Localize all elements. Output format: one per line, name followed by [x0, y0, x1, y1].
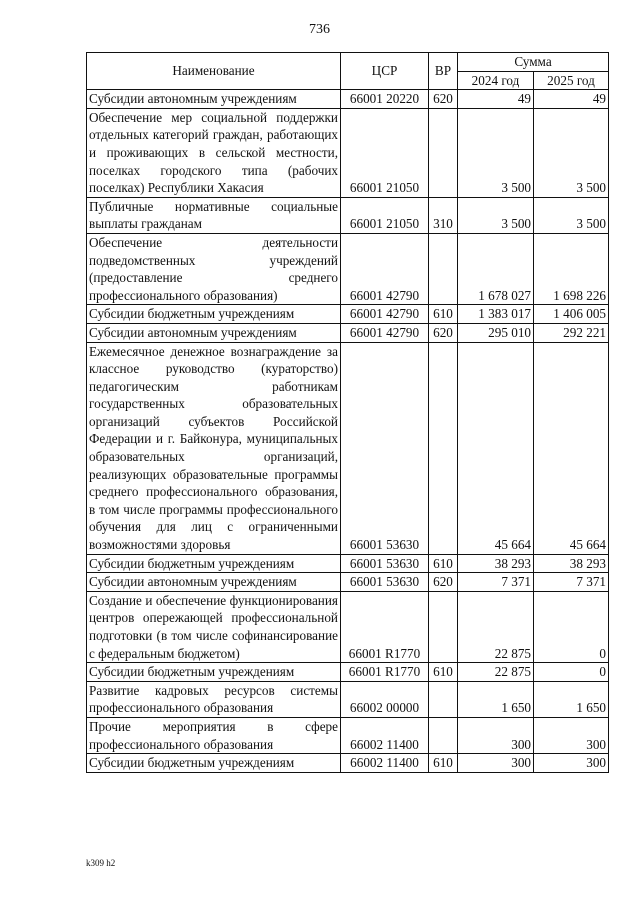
table-row [87, 554, 609, 573]
table-row [87, 573, 609, 592]
cell-csr: 66002 00000 [341, 681, 429, 717]
table-body [87, 90, 609, 773]
cell-2025: 300 [534, 717, 609, 753]
cell-csr: 66001 42790 [341, 323, 429, 342]
cell-csr: 66001 21050 [341, 197, 429, 233]
cell-2024: 295 010 [458, 323, 534, 342]
table-row [87, 681, 609, 717]
cell-vr [429, 233, 458, 304]
column-header-vr: ВР [429, 53, 458, 90]
cell-vr: 310 [429, 197, 458, 233]
table-row [87, 591, 609, 662]
cell-csr: 66001 42790 [341, 305, 429, 324]
cell-csr: 66001 53630 [341, 573, 429, 592]
cell-vr: 620 [429, 573, 458, 592]
cell-2024: 300 [458, 717, 534, 753]
cell-vr [429, 108, 458, 197]
cell-vr: 610 [429, 305, 458, 324]
cell-2025: 1 406 005 [534, 305, 609, 324]
cell-vr: 610 [429, 754, 458, 773]
cell-name: Развитие кадровых ресурсов системы профессионального образования [87, 681, 341, 717]
table-row [87, 233, 609, 304]
cell-vr: 620 [429, 323, 458, 342]
table-row [87, 717, 609, 753]
cell-csr: 66001 21050 [341, 108, 429, 197]
column-header-name: Наименование [87, 53, 341, 90]
footer-code: k309 h2 [86, 858, 116, 868]
cell-name: Субсидии автономным учреждениям [87, 90, 341, 109]
cell-csr: 66001 53630 [341, 554, 429, 573]
cell-2025: 300 [534, 754, 609, 773]
cell-vr: 610 [429, 554, 458, 573]
cell-2025: 49 [534, 90, 609, 109]
cell-2025: 0 [534, 591, 609, 662]
cell-name: Субсидии автономным учреждениям [87, 573, 341, 592]
cell-name: Ежемесячное денежное вознаграждение за классное руководство (кураторство) педагогическим работникам государственных образовательных организаций субъектов Российской Федерации и г. Байконура, муниципальных образовательных организаций, реализующих образовательные программы среднего профессионального образования, в том числе программы профессионального обучения для лиц с ограниченными возможностями здоровья [87, 342, 341, 554]
column-header-2025: 2025 год [534, 71, 609, 90]
cell-2024: 300 [458, 754, 534, 773]
cell-2025: 38 293 [534, 554, 609, 573]
cell-2025: 45 664 [534, 342, 609, 554]
column-header-csr: ЦСР [341, 53, 429, 90]
cell-name: Субсидии бюджетным учреждениям [87, 554, 341, 573]
table-row [87, 108, 609, 197]
cell-vr: 620 [429, 90, 458, 109]
cell-2025: 1 650 [534, 681, 609, 717]
cell-csr: 66001 53630 [341, 342, 429, 554]
cell-name: Субсидии бюджетным учреждениям [87, 663, 341, 682]
cell-2025: 7 371 [534, 573, 609, 592]
table-row [87, 323, 609, 342]
cell-2025: 3 500 [534, 108, 609, 197]
cell-csr: 66002 11400 [341, 717, 429, 753]
cell-2024: 3 500 [458, 108, 534, 197]
cell-name: Субсидии автономным учреждениям [87, 323, 341, 342]
table-row [87, 754, 609, 773]
cell-csr: 66001 R1770 [341, 591, 429, 662]
cell-name: Публичные нормативные социальные выплаты гражданам [87, 197, 341, 233]
cell-2024: 1 650 [458, 681, 534, 717]
cell-2025: 292 221 [534, 323, 609, 342]
cell-csr: 66001 R1770 [341, 663, 429, 682]
cell-name: Субсидии бюджетным учреждениям [87, 305, 341, 324]
cell-2024: 1 383 017 [458, 305, 534, 324]
table-row [87, 197, 609, 233]
cell-vr: 610 [429, 663, 458, 682]
cell-vr [429, 591, 458, 662]
cell-2024: 22 875 [458, 663, 534, 682]
cell-vr [429, 717, 458, 753]
cell-name: Обеспечение деятельности подведомственных учреждений (предоставление среднего профессионального образования) [87, 233, 341, 304]
table-row [87, 305, 609, 324]
cell-2024: 1 678 027 [458, 233, 534, 304]
cell-name: Субсидии бюджетным учреждениям [87, 754, 341, 773]
budget-table [86, 52, 609, 773]
column-header-2024: 2024 год [458, 71, 534, 90]
cell-2024: 38 293 [458, 554, 534, 573]
cell-name: Прочие мероприятия в сфере профессионального образования [87, 717, 341, 753]
table-row [87, 90, 609, 109]
cell-name: Обеспечение мер социальной поддержки отдельных категорий граждан, работающих и проживающих в сельской местности, поселках городского типа (рабочих поселках) Республики Хакасия [87, 108, 341, 197]
page-number: 736 [309, 22, 330, 37]
cell-2024: 45 664 [458, 342, 534, 554]
column-header-sum: Сумма [458, 53, 609, 72]
cell-csr: 66001 42790 [341, 233, 429, 304]
cell-2025: 0 [534, 663, 609, 682]
cell-vr [429, 342, 458, 554]
cell-name: Создание и обеспечение функционирования центров опережающей профессиональной подготовки (в том числе софинансирование с федеральным бюджетом) [87, 591, 341, 662]
cell-2024: 22 875 [458, 591, 534, 662]
cell-2025: 3 500 [534, 197, 609, 233]
cell-2024: 49 [458, 90, 534, 109]
cell-2024: 3 500 [458, 197, 534, 233]
table-header [87, 53, 609, 90]
cell-2024: 7 371 [458, 573, 534, 592]
table-row [87, 663, 609, 682]
cell-vr [429, 681, 458, 717]
cell-csr: 66002 11400 [341, 754, 429, 773]
cell-csr: 66001 20220 [341, 90, 429, 109]
cell-2025: 1 698 226 [534, 233, 609, 304]
table-row [87, 342, 609, 554]
